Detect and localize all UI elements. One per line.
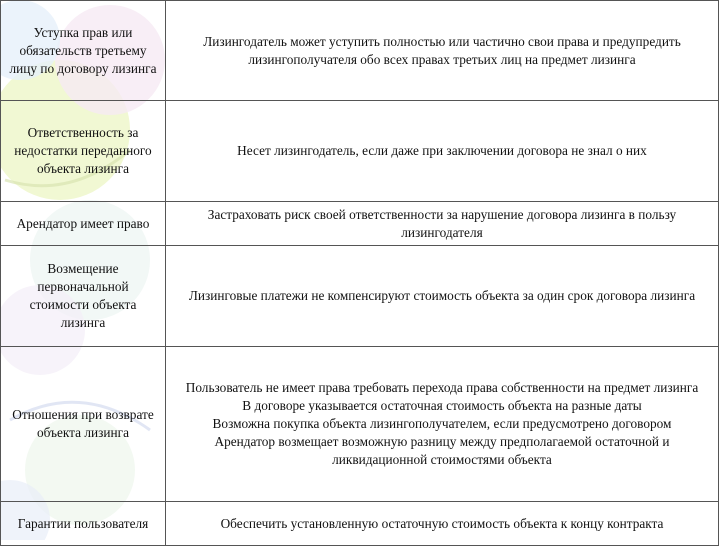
description-cell <box>166 202 719 246</box>
description-line: Застраховать риск своей ответственности за нарушение договора лизинга в пользу лизингодателя <box>207 206 677 240</box>
description-line: Лизинговые платежи не компенсируют стоимость объекта за один срок договора лизинга <box>188 288 696 303</box>
description-cell <box>166 246 719 347</box>
table-row <box>1 347 719 502</box>
description-cell <box>166 101 719 202</box>
term-cell: Ответственность за недостатки переданного объекта лизинга <box>1 101 166 202</box>
table-row <box>1 502 719 546</box>
term-cell: Возмещение первоначальной стоимости объекта лизинга <box>1 246 166 347</box>
description-line: Пользователь не имеет права требовать перехода права собственности на предмет лизинга <box>185 380 699 395</box>
description-cell <box>166 347 719 502</box>
table-row <box>1 246 719 347</box>
description-cell <box>166 502 719 546</box>
table-row <box>1 101 719 202</box>
description-line: В договоре указывается остаточная стоимость объекта на разные даты <box>242 398 642 413</box>
description-line: Обеспечить установленную остаточную стоимость объекта к концу контракта <box>220 515 664 531</box>
description-line: Возможна покупка объекта лизингополучателем, если предусмотрено договором <box>212 416 672 431</box>
description-line: Арендатор возмещает возможную разницу между предполагаемой остаточной и ликвидационной стоимостями объекта <box>214 434 670 467</box>
table-row <box>1 1 719 101</box>
term-cell: Арендатор имеет право <box>1 202 166 246</box>
description-cell <box>166 1 719 101</box>
term-cell: Гарантии пользователя <box>1 502 166 546</box>
term-cell: Уступка прав или обязательств третьему лицу по договору лизинга <box>1 1 166 101</box>
description-line: Лизингодатель может уступить полностью или частично свои права и предупредить лизингополучателя обо всех правах третьих лиц на предмет лизинга <box>203 33 681 67</box>
table-row <box>1 202 719 246</box>
term-cell: Отношения при возврате объекта лизинга <box>1 347 166 502</box>
description-line: Несет лизингодатель, если даже при заключении договора не знал о них <box>237 143 647 158</box>
